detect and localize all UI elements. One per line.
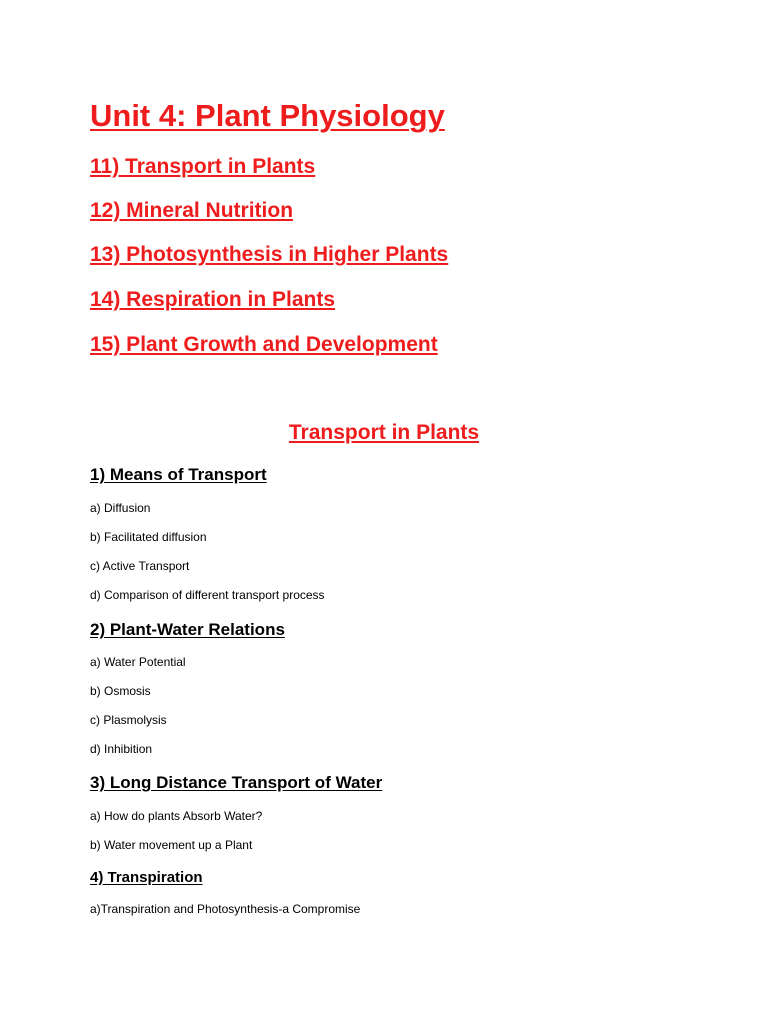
topic-heading: 3) Long Distance Transport of Water [90,773,383,792]
topic-subitem: b) Facilitated diffusion [90,530,207,544]
topic-heading: 2) Plant-Water Relations [90,620,285,639]
topic-subitem: a)Transpiration and Photosynthesis-a Compromise [90,902,361,916]
topic-subitem: b) Water movement up a Plant [90,838,253,852]
chapter-item: 15) Plant Growth and Development [90,333,438,356]
topic-heading: 4) Transpiration [90,869,203,886]
topic-subitem: a) Water Potential [90,655,186,669]
topic-subitem: b) Osmosis [90,684,151,698]
chapter-item: 12) Mineral Nutrition [90,199,294,222]
topic-heading: 1) Means of Transport [90,465,267,484]
topic-subitem: d) Comparison of different transport process [90,588,325,602]
unit-title: Unit 4: Plant Physiology [90,98,445,133]
topic-subitem: d) Inhibition [90,742,153,756]
section-title: Transport in Plants [288,421,480,444]
chapter-item: 11) Transport in Plants [90,155,316,178]
topic-subitem: c) Active Transport [90,559,190,573]
topic-subitem: c) Plasmolysis [90,713,167,727]
topic-subitem: a) Diffusion [90,501,151,515]
chapter-item: 14) Respiration in Plants [90,288,336,311]
chapter-item: 13) Photosynthesis in Higher Plants [90,243,449,266]
topic-subitem: a) How do plants Absorb Water? [90,809,263,823]
